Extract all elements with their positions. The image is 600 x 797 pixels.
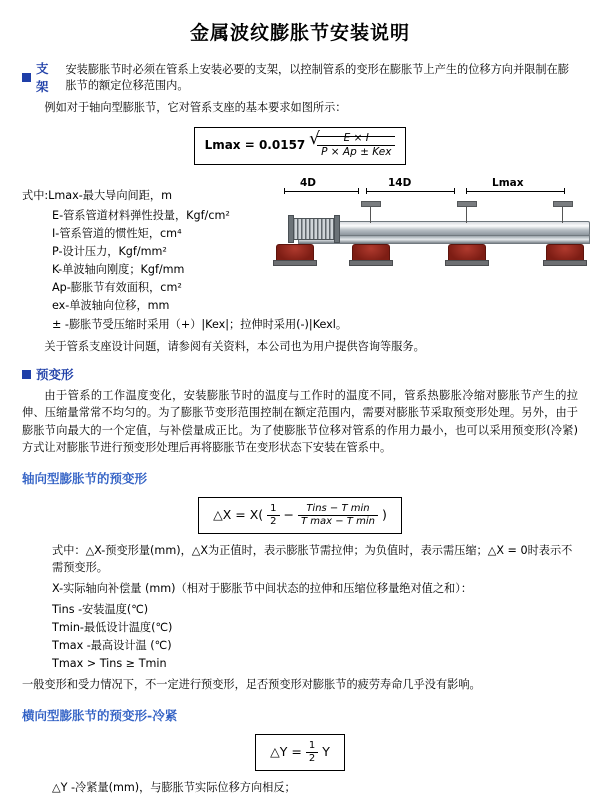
legend-item-e: E-管系管道材料弹性投量，Kgf/cm² xyxy=(52,208,230,222)
support-figure xyxy=(270,177,590,285)
square-bullet-icon xyxy=(22,73,31,82)
legend-item-ex: ex-单波轴向位移，mm xyxy=(52,299,170,313)
section-heading-support-label: 支架 xyxy=(36,61,49,94)
hanger-top-2 xyxy=(457,201,477,207)
pipe-shadow xyxy=(298,235,590,244)
axial-note-order: Tmax > Tins ≥ Tmin xyxy=(52,657,167,671)
hanger-top-3 xyxy=(553,201,573,207)
formula-axial-half: $\frac{1}{2}$ xyxy=(267,503,279,528)
section-heading-predeform xyxy=(22,365,578,383)
anchor-support-2 xyxy=(352,244,390,263)
anchor-support-4 xyxy=(546,244,584,263)
axial-note-1: 式中：△X-预变形量(mm)，△X为正值时，表示膨胀节需拉伸；为负值时，表示需压缩；△X = 0时表示不需预变形。 xyxy=(52,543,573,575)
support-paragraph-1: 安装膨胀节时必须在管系上安装必要的支架，以控制管系的变形在膨胀节上产生的位移方向并限制在膨胀节的额定位移范围内。 xyxy=(65,63,569,92)
section-heading-support xyxy=(22,59,578,95)
formula-lmax xyxy=(22,119,578,170)
legend-item-ap: Ap-膨胀节有效面积，cm² xyxy=(52,281,182,295)
pipe-assembly-illustration xyxy=(270,197,590,271)
axial-notes xyxy=(22,542,578,694)
lateral-note: △Y -冷紧量(mm)，与膨胀节实际位移方向相反； xyxy=(52,780,296,794)
axial-note-tmax: Tmax -最高设计温 (℃) xyxy=(52,639,172,653)
hanger-top-1 xyxy=(361,201,381,207)
legend-item-p: P-设计压力，Kgf/mm² xyxy=(52,245,167,259)
section-heading-predeform-label: 预变形 xyxy=(36,367,74,383)
figure-label-14d: 14D xyxy=(388,176,412,189)
axial-note-final: 一般变形和受力情况下，不一定进行预变形，足否预变形对膨胀节的疲劳寿命几乎没有影响。 xyxy=(22,677,481,691)
subheading-axial: 轴向型膨胀节的预变形 xyxy=(22,470,148,486)
formula-lmax-numerator: √ E × I xyxy=(317,132,395,146)
formula-axial-rhs: ) xyxy=(381,506,387,522)
subheading-lateral: 横向型膨胀节的预变形-冷紧 xyxy=(22,707,178,723)
pipe-body xyxy=(298,221,590,236)
formula-lateral xyxy=(22,734,578,771)
formula-lmax-denominator: P × Ap ± Kex xyxy=(321,146,392,159)
axial-note-2: X-实际轴向补偿量 (mm)（相对于膨胀节中间状态的拉伸和压缩位移量绝对值之和）： xyxy=(52,582,473,596)
figure-label-4d: 4D xyxy=(300,176,317,189)
support-paragraph-2: 例如对于轴向型膨胀节，它对管系支座的基本要求如图所示： xyxy=(44,101,347,114)
flange-left xyxy=(288,215,294,243)
formula-lateral-lhs: △Y = xyxy=(270,743,302,759)
formula-lmax-lhs: Lmax = 0.0157 xyxy=(204,138,306,153)
page-title: 金属波纹膨胀节安装说明 xyxy=(189,22,410,44)
predeform-paragraph: 由于管系的工作温度变化，安装膨胀节时的温度与工作时的温度不同，管系热膨胀冷缩对膨胀节产生的拉伸、压缩量常常不均匀的。为了膨胀节变形范围控制在额定范围内，需要对膨胀节采取预变形处理。另外，由于膨胀节向最大的一个定值，与补偿量成正比。为了使膨胀节位移对管系的作用力最小，也可以采用预变形(冷紧)方式让对膨胀节进行预变形处理后再将膨胀节在变形状态下安装在管系中。 xyxy=(22,389,578,455)
formula-axial-minus: − xyxy=(283,506,295,522)
formula-axial xyxy=(22,497,578,534)
anchor-support-3 xyxy=(448,244,486,263)
bellows-expansion-joint xyxy=(292,218,338,240)
legend-item-i: I-管系管道的惯性矩，cm⁴ xyxy=(52,226,182,240)
figure-label-lmax: Lmax xyxy=(492,176,524,189)
formula-lateral-half: $\frac{1}{2}$ xyxy=(306,740,318,765)
legend-lead: 式中:Lmax-最大导向间距，m xyxy=(22,188,172,202)
anchor-support-1 xyxy=(276,244,314,263)
flange-right xyxy=(334,215,340,243)
legend-item-pm: ± -膨胀节受压缩时采用（+）|Kex|；拉伸时采用(-)|Kexl。 xyxy=(52,317,348,331)
formula-axial-lhs: △X = X( xyxy=(213,506,264,522)
square-bullet-icon xyxy=(22,370,31,379)
formula-axial-fraction: $\frac{\text{Tins − T min}}{\text{T max − T min}}$ xyxy=(298,503,378,528)
legend-item-k: K-单波轴向刚度；Kgf/mm xyxy=(52,263,185,277)
formula-lateral-rhs: Y xyxy=(322,743,330,759)
radical-icon xyxy=(309,132,395,159)
legend-footer: 关于管系支座设计问题，请参阅有关资料，本公司也为用户提供咨询等服务。 xyxy=(44,339,425,353)
axial-note-tmin: Tmin-最低设计温度(℃) xyxy=(52,621,173,635)
axial-note-tins: Tins -安装温度(℃) xyxy=(52,603,149,617)
